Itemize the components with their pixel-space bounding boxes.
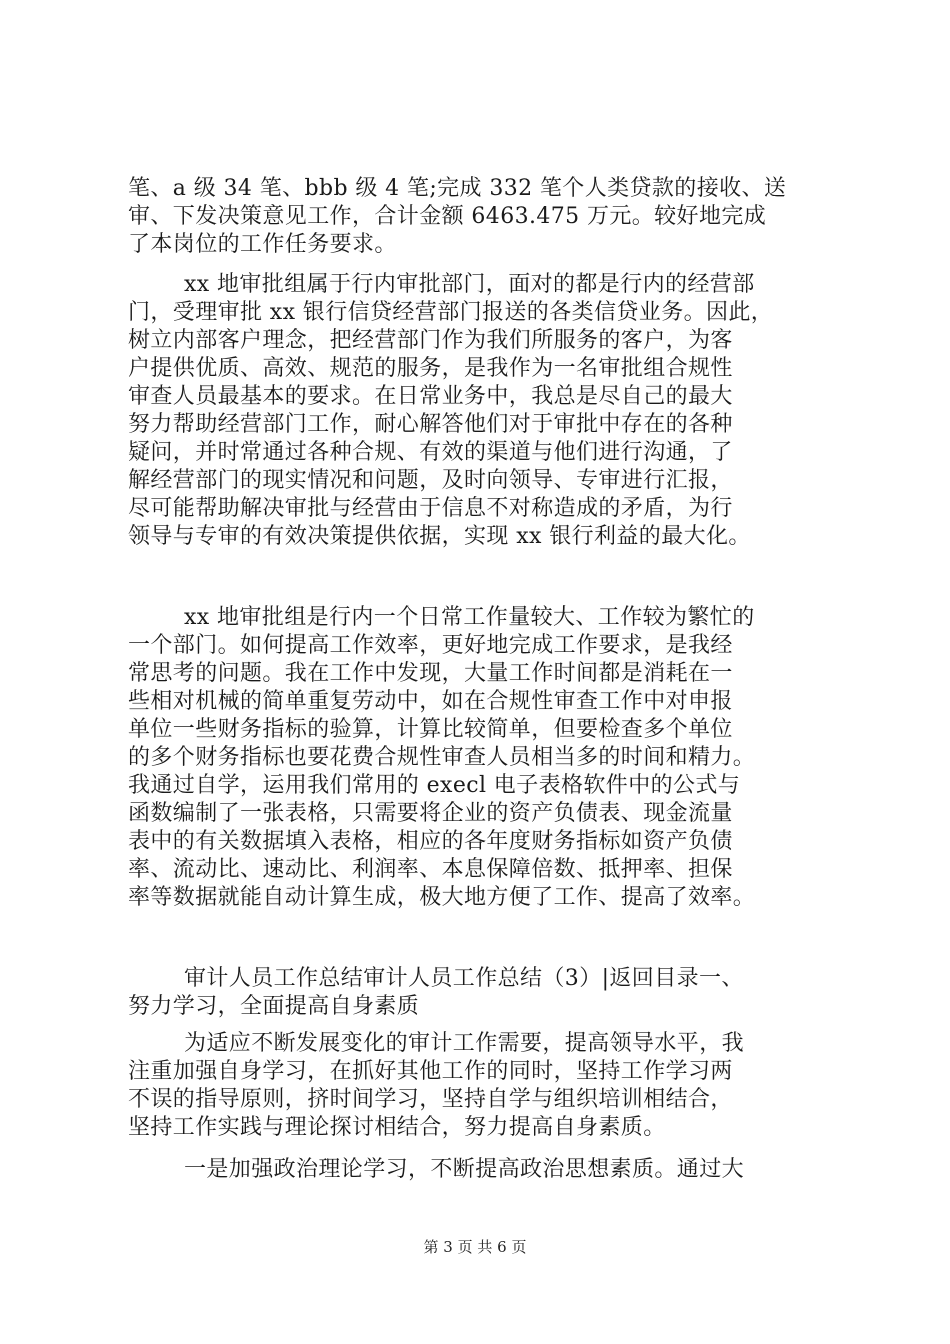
text-line: 函数编制了一张表格，只需要将企业的资产负债表、现金流量 [128, 801, 733, 826]
text-line: 了本岗位的工作任务要求。 [128, 232, 397, 257]
text-line: 树立内部客户理念，把经营部门作为我们所服务的客户，为客 [128, 328, 733, 353]
text-line: xx 地审批组是行内一个日常工作量较大、工作较为繁忙的 [184, 605, 755, 630]
text-line: 单位一些财务指标的验算，计算比较简单，但要检查多个单位 [128, 717, 733, 742]
text-line: 笔、a 级 34 笔、bbb 级 4 笔;完成 332 笔个人类贷款的接收、送 [128, 176, 787, 201]
paragraph-2 [128, 271, 828, 551]
page-number: 第 3 页 共 6 页 [423, 1238, 527, 1256]
page-footer [0, 1236, 950, 1257]
text-line: 尽可能帮助解决审批与经营由于信息不对称造成的矛盾，为行 [128, 496, 733, 521]
text-line: 率、流动比、速动比、利润率、本息保障倍数、抵押率、担保 [128, 857, 733, 882]
text-line: 努力学习，全面提高自身素质 [128, 994, 420, 1019]
text-line: 注重加强自身学习，在抓好其他工作的同时，坚持工作学习两 [128, 1059, 733, 1084]
text-line: 疑问，并时常通过各种合规、有效的渠道与他们进行沟通，了 [128, 440, 733, 465]
text-line: 户提供优质、高效、规范的服务，是我作为一名审批组合规性 [128, 356, 733, 381]
text-line: 门，受理审批 xx 银行信贷经营部门报送的各类信贷业务。因此， [128, 300, 774, 325]
text-line: 解经营部门的现实情况和问题，及时向领导、专审进行汇报， [128, 468, 733, 493]
text-line: 努力帮助经营部门工作，耐心解答他们对于审批中存在的各种 [128, 412, 733, 437]
section-heading [128, 965, 828, 1021]
text-line: 些相对机械的简单重复劳动中，如在合规性审查工作中对申报 [128, 689, 733, 714]
text-line: 的多个财务指标也要花费合规性审查人员相当多的时间和精力。 [128, 745, 756, 770]
text-line: 领导与专审的有效决策提供依据，实现 xx 银行利益的最大化。 [128, 524, 751, 549]
paragraph-3 [128, 604, 828, 912]
text-line: 一是加强政治理论学习，不断提高政治思想素质。通过大 [184, 1157, 745, 1182]
text-line: 常思考的问题。我在工作中发现，大量工作时间都是消耗在一 [128, 661, 733, 686]
paragraph-6 [128, 1156, 828, 1184]
text-line: 为适应不断发展变化的审计工作需要，提高领导水平，我 [184, 1031, 745, 1056]
text-line: 表中的有关数据填入表格，相应的各年度财务指标如资产负债 [128, 829, 733, 854]
text-line: 坚持工作实践与理论探讨相结合，努力提高自身素质。 [128, 1115, 666, 1140]
text-line: 一个部门。如何提高工作效率，更好地完成工作要求，是我经 [128, 633, 733, 658]
text-line: 不误的指导原则，挤时间学习，坚持自学与组织培训相结合， [128, 1087, 733, 1112]
text-line: 审、下发决策意见工作，合计金额 6463.475 万元。较好地完成 [128, 204, 767, 229]
text-line: 审查人员最基本的要求。在日常业务中，我总是尽自己的最大 [128, 384, 733, 409]
text-line: 率等数据就能自动计算生成，极大地方便了工作、提高了效率。 [128, 885, 756, 910]
text-line: 我通过自学，运用我们常用的 execl 电子表格软件中的公式与 [128, 773, 741, 798]
paragraph-5 [128, 1030, 828, 1142]
text-line: 审计人员工作总结审计人员工作总结（3）|返回目录一、 [184, 966, 744, 991]
text-line: xx 地审批组属于行内审批部门，面对的都是行内的经营部 [184, 272, 755, 297]
paragraph-1 [128, 175, 828, 259]
